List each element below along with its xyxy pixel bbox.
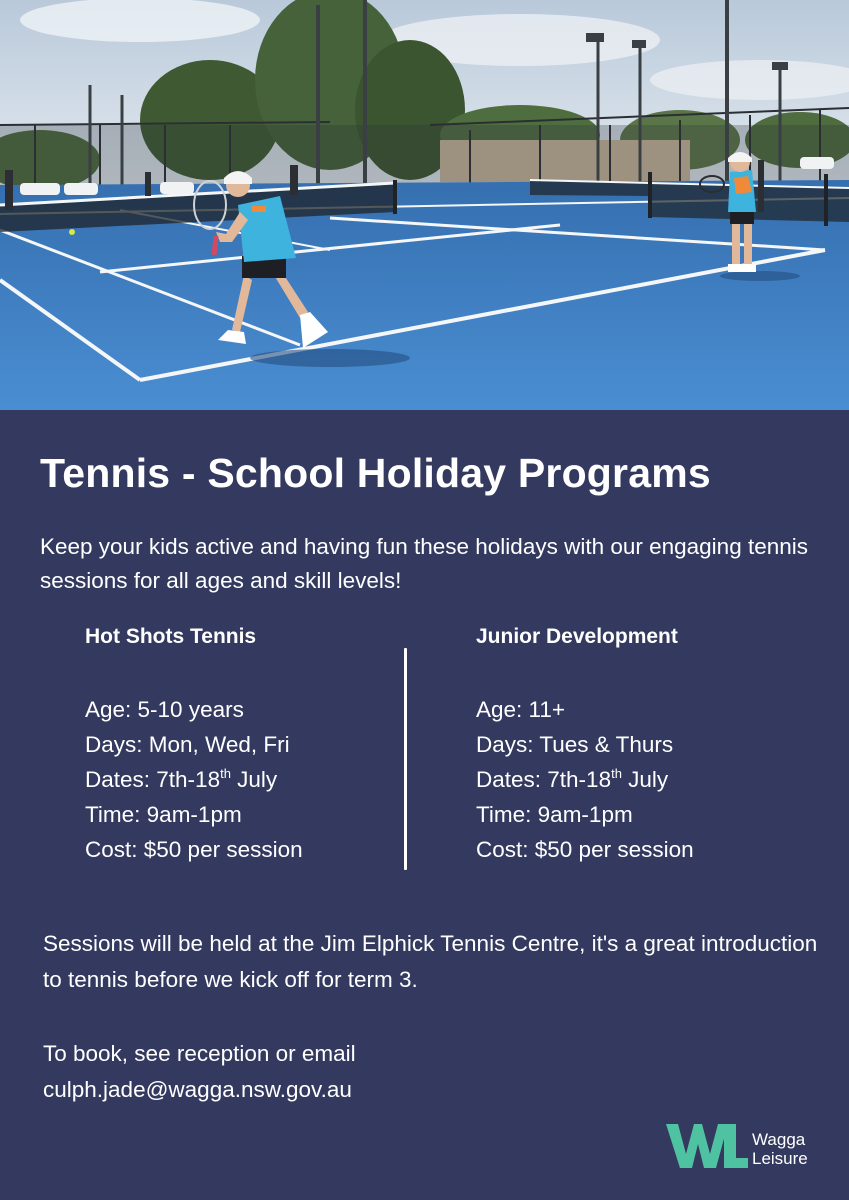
- program-junior-development: [476, 622, 796, 867]
- program-time: Time: 9am-1pm: [476, 802, 633, 827]
- program-age: Age: 11+: [476, 697, 566, 722]
- program-heading: Hot Shots Tennis: [85, 625, 257, 648]
- booking-info: [43, 1036, 743, 1108]
- hero-photo: [0, 0, 849, 410]
- venue-text: Sessions will be held at the Jim Elphick Tennis Centre, it's a great introduction to tennis before we kick off for term 3.: [43, 931, 818, 992]
- program-dates-suffix: July: [621, 767, 669, 792]
- program-hot-shots: [85, 622, 405, 867]
- program-dates-sup: th: [220, 766, 231, 781]
- column-divider: [404, 648, 407, 870]
- program-cost: Cost: $50 per session: [85, 837, 303, 862]
- program-heading: Junior Development: [476, 625, 678, 648]
- program-dates-prefix: Dates: 7th-18: [476, 767, 612, 792]
- program-dates-suffix: July: [230, 767, 278, 792]
- program-time: Time: 9am-1pm: [85, 802, 242, 827]
- logo-text: [752, 1130, 808, 1168]
- program-dates-sup: th: [611, 766, 622, 781]
- program-dates: [476, 762, 796, 797]
- booking-email-link[interactable]: culph.jade@wagga.nsw.gov.au: [43, 1077, 352, 1102]
- booking-line: To book, see reception or email: [43, 1041, 356, 1066]
- program-days: Days: Mon, Wed, Fri: [85, 732, 290, 757]
- wagga-leisure-logo: [666, 1120, 826, 1172]
- program-cost: Cost: $50 per session: [476, 837, 694, 862]
- program-dates: [85, 762, 405, 797]
- program-days: Days: Tues & Thurs: [476, 732, 674, 757]
- intro-text: Keep your kids active and having fun these holidays with our engaging tennis sessions for all ages and skill levels!: [40, 534, 808, 593]
- page-title: Tennis - School Holiday Programs: [40, 450, 711, 496]
- logo-line-leisure: Leisure: [752, 1149, 808, 1168]
- wl-logo-mark-icon: [666, 1122, 748, 1170]
- logo-line-wagga: Wagga: [752, 1130, 806, 1149]
- info-panel: [0, 410, 849, 1200]
- program-age: Age: 5-10 years: [85, 697, 244, 722]
- program-dates-prefix: Dates: 7th-18: [85, 767, 221, 792]
